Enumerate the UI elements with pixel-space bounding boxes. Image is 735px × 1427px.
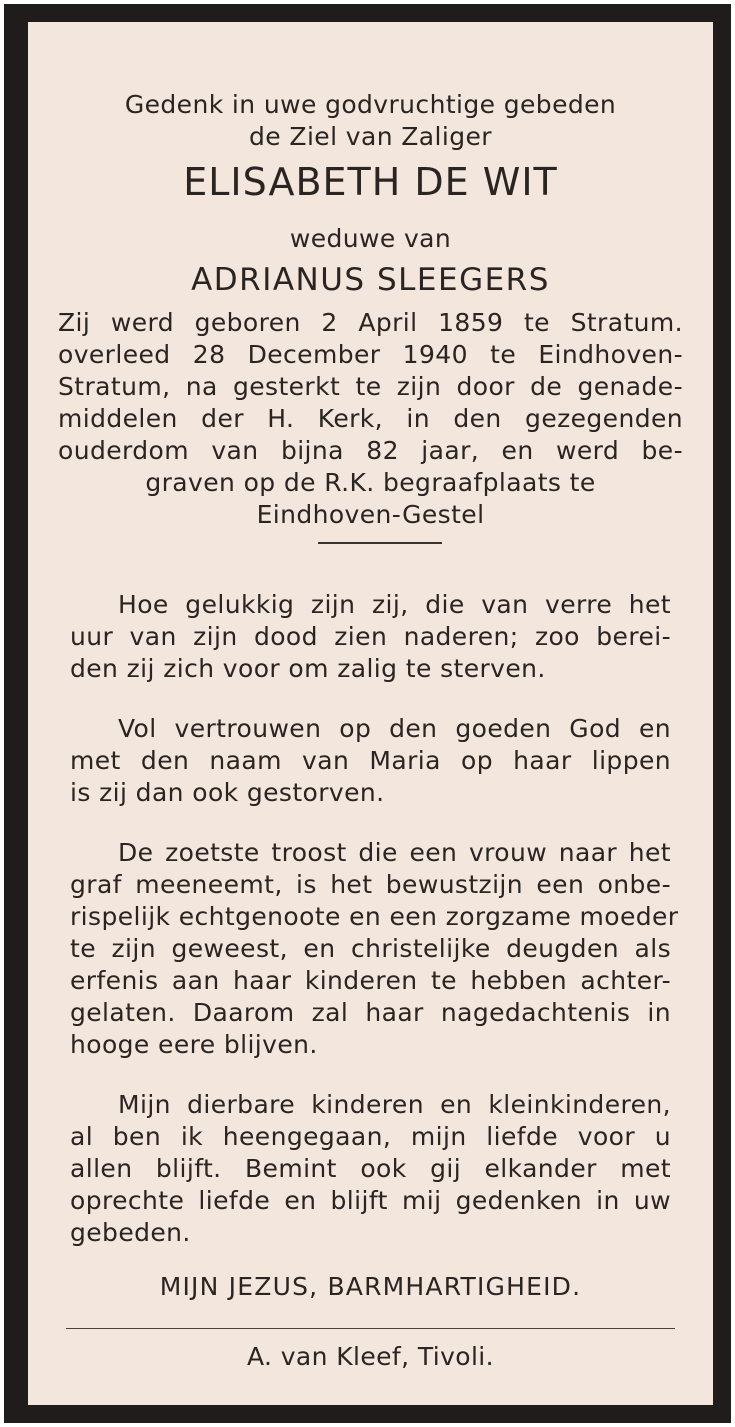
paragraph-line: al ben ik heengegaan, mijn liefde voor u bbox=[70, 1122, 671, 1151]
card-paper bbox=[28, 22, 713, 1405]
paragraph-line: is zij dan ook gestorven. bbox=[70, 778, 385, 807]
bio-line: middelen der H. Kerk, in den gezegenden bbox=[58, 404, 683, 433]
paragraph-line: Mijn dierbare kinderen en kleinkinderen, bbox=[118, 1090, 671, 1119]
paragraph-line: Vol vertrouwen op den goeden God en bbox=[118, 714, 671, 743]
paragraph-line: oprechte liefde en blijft mij gedenken in uw bbox=[70, 1186, 671, 1215]
bio-line: graven op de R.K. begraafplaats te bbox=[145, 468, 596, 497]
paragraph-line: te zijn geweest, en christelijke deugden als bbox=[70, 934, 671, 963]
paragraph-line: met den naam van Maria op haar lippen bbox=[70, 746, 671, 775]
paragraph-line: De zoetste troost die een vrouw naar het bbox=[118, 838, 671, 867]
paragraph-line: graf meeneemt, is het bewustzijn een onbe- bbox=[70, 870, 671, 899]
paragraph-line: allen blijft. Bemint ook gij elkander met bbox=[70, 1154, 671, 1183]
footer-divider bbox=[66, 1328, 675, 1329]
paragraph-line: hooge eere blijven. bbox=[70, 1030, 318, 1059]
paragraph-line: gelaten. Daarom zal haar nagedachtenis in bbox=[70, 998, 671, 1027]
memorial-card bbox=[4, 4, 731, 1423]
paragraph-line: gebeden. bbox=[70, 1218, 191, 1247]
intro-line-1: Gedenk in uwe godvruchtige gebeden bbox=[124, 90, 617, 119]
bio-line: ouderdom van bijna 82 jaar, en werd be- bbox=[58, 436, 683, 465]
bio-line: Stratum, na gesterkt te zijn door de genade- bbox=[58, 372, 683, 401]
intro-line-2: de Ziel van Zaliger bbox=[249, 122, 492, 151]
bio-line: Zij werd geboren 2 April 1859 te Stratum. bbox=[58, 308, 683, 337]
invocation: MIJN JEZUS, BARMHARTIGHEID. bbox=[159, 1272, 582, 1301]
deceased-name: ELISABETH DE WIT bbox=[183, 160, 558, 204]
paragraph-line: rispelijk echtgenoote en een zorgzame moeder bbox=[70, 902, 679, 931]
bio-line: overleed 28 December 1940 te Eindhoven- bbox=[58, 340, 683, 369]
spouse-name: ADRIANUS SLEEGERS bbox=[191, 262, 550, 298]
short-divider bbox=[318, 542, 442, 544]
printer-credit: A. van Kleef, Tivoli. bbox=[246, 1342, 495, 1371]
paragraph-line: Hoe gelukkig zijn zij, die van verre het bbox=[118, 590, 671, 619]
bio-line: Eindhoven-Gestel bbox=[256, 500, 485, 529]
paragraph-line: uur van zijn dood zien naderen; zoo berei- bbox=[70, 622, 671, 651]
widow-of-label: weduwe van bbox=[289, 224, 452, 253]
paragraph-line: den zij zich voor om zalig te sterven. bbox=[70, 654, 546, 683]
paragraph-line: erfenis aan haar kinderen te hebben achter- bbox=[70, 966, 671, 995]
